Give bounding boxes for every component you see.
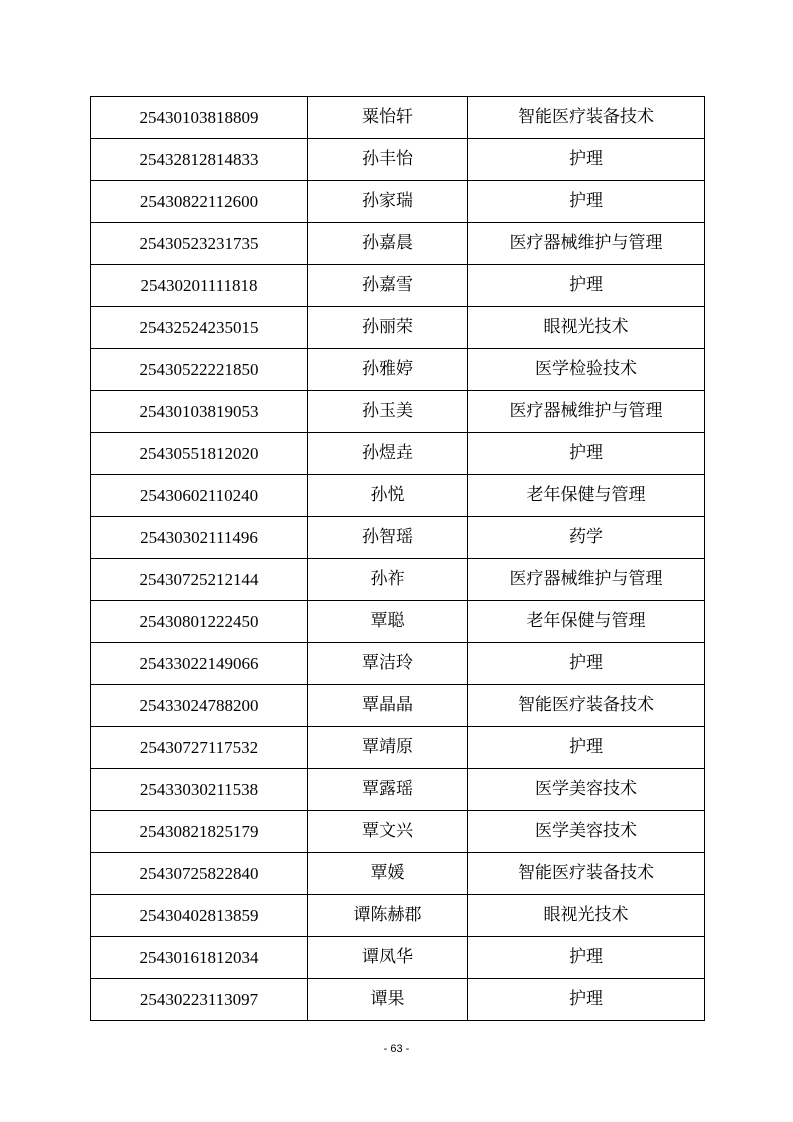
major-cell: 智能医疗装备技术	[468, 685, 705, 727]
major-cell: 护理	[468, 727, 705, 769]
student-name-cell: 谭陈赫郡	[308, 895, 468, 937]
exam-number-cell: 25432524235015	[91, 307, 308, 349]
exam-number-cell: 25430551812020	[91, 433, 308, 475]
exam-number-cell: 25430302111496	[91, 517, 308, 559]
page-number: - 63 -	[383, 1043, 410, 1055]
exam-number-cell: 25430725212144	[91, 559, 308, 601]
exam-number-cell: 25430801222450	[91, 601, 308, 643]
exam-number-cell: 25430602110240	[91, 475, 308, 517]
exam-number-cell: 25432812814833	[91, 139, 308, 181]
major-cell: 智能医疗装备技术	[468, 853, 705, 895]
exam-number-cell: 25430727117532	[91, 727, 308, 769]
exam-number-cell: 25430821825179	[91, 811, 308, 853]
major-cell: 医疗器械维护与管理	[468, 391, 705, 433]
exam-number-cell: 25430725822840	[91, 853, 308, 895]
major-cell: 护理	[468, 979, 705, 1021]
table-row	[91, 559, 705, 601]
student-name-cell: 粟怡轩	[308, 97, 468, 139]
student-name-cell: 孙嘉雪	[308, 265, 468, 307]
exam-number-cell: 25433030211538	[91, 769, 308, 811]
major-cell: 智能医疗装备技术	[468, 97, 705, 139]
table-row	[91, 769, 705, 811]
exam-number-cell: 25433024788200	[91, 685, 308, 727]
student-name-cell: 孙雅婷	[308, 349, 468, 391]
student-name-cell: 孙家瑞	[308, 181, 468, 223]
student-name-cell: 覃露瑶	[308, 769, 468, 811]
student-name-cell: 覃晶晶	[308, 685, 468, 727]
table-row	[91, 391, 705, 433]
major-cell: 医疗器械维护与管理	[468, 223, 705, 265]
student-name-cell: 孙玉美	[308, 391, 468, 433]
student-name-cell: 谭果	[308, 979, 468, 1021]
table-row	[91, 643, 705, 685]
student-name-cell: 孙悦	[308, 475, 468, 517]
student-name-cell: 覃洁玲	[308, 643, 468, 685]
exam-number-cell: 25430161812034	[91, 937, 308, 979]
major-cell: 老年保健与管理	[468, 601, 705, 643]
table-row	[91, 979, 705, 1021]
table-row	[91, 727, 705, 769]
student-name-cell: 孙煜垚	[308, 433, 468, 475]
exam-number-cell: 25430223113097	[91, 979, 308, 1021]
table-row	[91, 97, 705, 139]
major-cell: 老年保健与管理	[468, 475, 705, 517]
major-cell: 医学检验技术	[468, 349, 705, 391]
exam-number-cell: 25430103818809	[91, 97, 308, 139]
student-name-cell: 覃媛	[308, 853, 468, 895]
exam-number-cell: 25433022149066	[91, 643, 308, 685]
major-cell: 医学美容技术	[468, 769, 705, 811]
major-cell: 药学	[468, 517, 705, 559]
major-cell: 护理	[468, 265, 705, 307]
table-row	[91, 853, 705, 895]
exam-number-cell: 25430522221850	[91, 349, 308, 391]
exam-number-cell: 25430201111818	[91, 265, 308, 307]
table-row	[91, 349, 705, 391]
exam-number-cell: 25430402813859	[91, 895, 308, 937]
exam-number-cell: 25430822112600	[91, 181, 308, 223]
roster-table-body	[91, 97, 705, 1021]
student-name-cell: 孙嘉晨	[308, 223, 468, 265]
table-row	[91, 895, 705, 937]
exam-number-cell: 25430523231735	[91, 223, 308, 265]
major-cell: 护理	[468, 181, 705, 223]
major-cell: 医疗器械维护与管理	[468, 559, 705, 601]
table-row	[91, 685, 705, 727]
student-name-cell: 孙祚	[308, 559, 468, 601]
table-row	[91, 307, 705, 349]
table-row	[91, 181, 705, 223]
student-name-cell: 孙丽荣	[308, 307, 468, 349]
table-row	[91, 139, 705, 181]
table-row	[91, 937, 705, 979]
major-cell: 护理	[468, 139, 705, 181]
admission-roster-table	[90, 96, 705, 1021]
table-row	[91, 223, 705, 265]
major-cell: 医学美容技术	[468, 811, 705, 853]
major-cell: 眼视光技术	[468, 307, 705, 349]
table-row	[91, 265, 705, 307]
student-name-cell: 谭凤华	[308, 937, 468, 979]
student-name-cell: 孙智瑶	[308, 517, 468, 559]
table-row	[91, 811, 705, 853]
major-cell: 护理	[468, 643, 705, 685]
table-row	[91, 433, 705, 475]
table-row	[91, 475, 705, 517]
student-name-cell: 孙丰怡	[308, 139, 468, 181]
student-name-cell: 覃文兴	[308, 811, 468, 853]
student-name-cell: 覃靖原	[308, 727, 468, 769]
major-cell: 护理	[468, 433, 705, 475]
student-name-cell: 覃聪	[308, 601, 468, 643]
table-row	[91, 601, 705, 643]
exam-number-cell: 25430103819053	[91, 391, 308, 433]
major-cell: 护理	[468, 937, 705, 979]
major-cell: 眼视光技术	[468, 895, 705, 937]
table-row	[91, 517, 705, 559]
